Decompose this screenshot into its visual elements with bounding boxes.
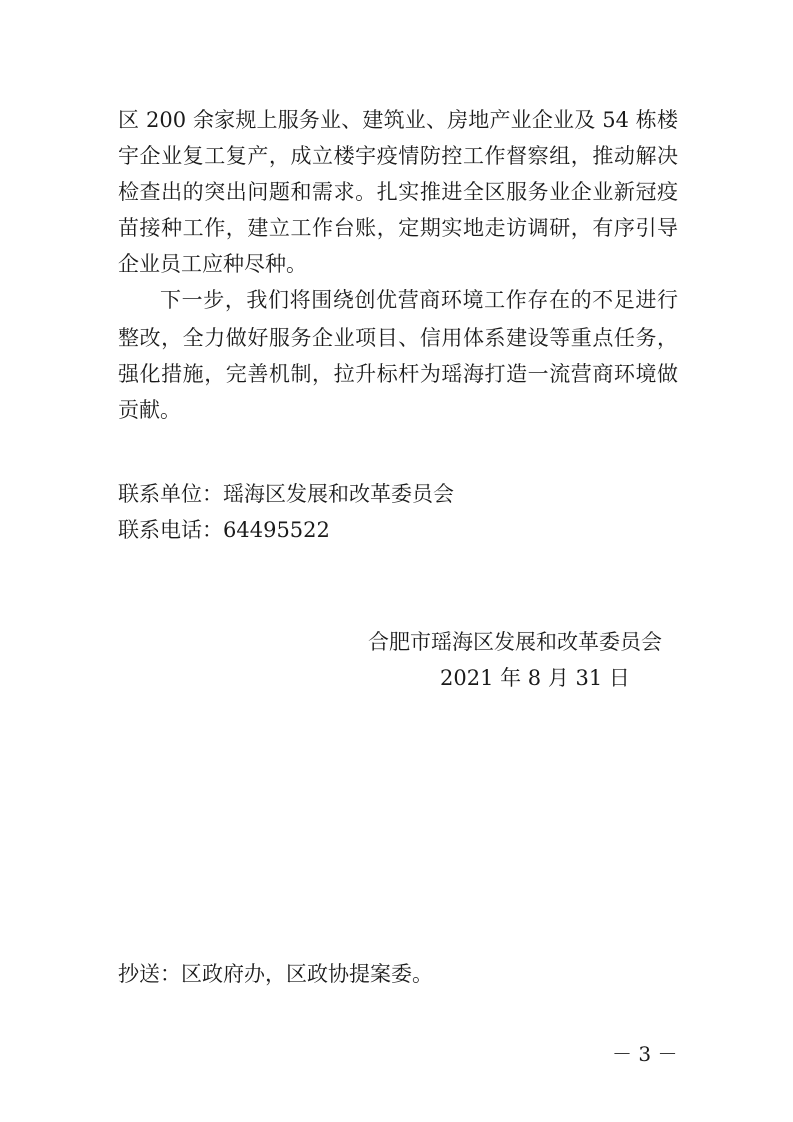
signature-org: 合肥市瑶海区发展和改革委员会 (368, 630, 662, 654)
page-number: － 3 － (612, 1042, 678, 1066)
signature-date: 2021 年 8 月 31 日 (440, 666, 630, 690)
contact-unit: 联系单位：瑶海区发展和改革委员会 (118, 482, 454, 506)
text-line: 下一步，我们将围绕创优营商环境工作存在的不足进行 (160, 288, 678, 312)
text-line: 宇企业复工复产，成立楼宇疫情防控工作督察组，推动解决 (118, 144, 678, 168)
contact-phone: 联系电话：64495522 (118, 518, 330, 542)
text-line: 贡献。 (118, 398, 181, 422)
text-line: 企业员工应种尽种。 (118, 252, 307, 276)
text-line: 检查出的突出问题和需求。扎实推进全区服务业企业新冠疫 (118, 180, 678, 204)
text-line: 苗接种工作，建立工作台账，定期实地走访调研，有序引导 (118, 216, 678, 240)
cc-line: 抄送：区政府办，区政协提案委。 (118, 962, 433, 986)
text-line: 强化措施，完善机制，拉升标杆为瑶海打造一流营商环境做 (118, 362, 678, 386)
text-line: 整改，全力做好服务企业项目、信用体系建设等重点任务， (118, 326, 678, 350)
text-line: 区 200 余家规上服务业、建筑业、房地产业企业及 54 栋楼 (118, 108, 678, 132)
